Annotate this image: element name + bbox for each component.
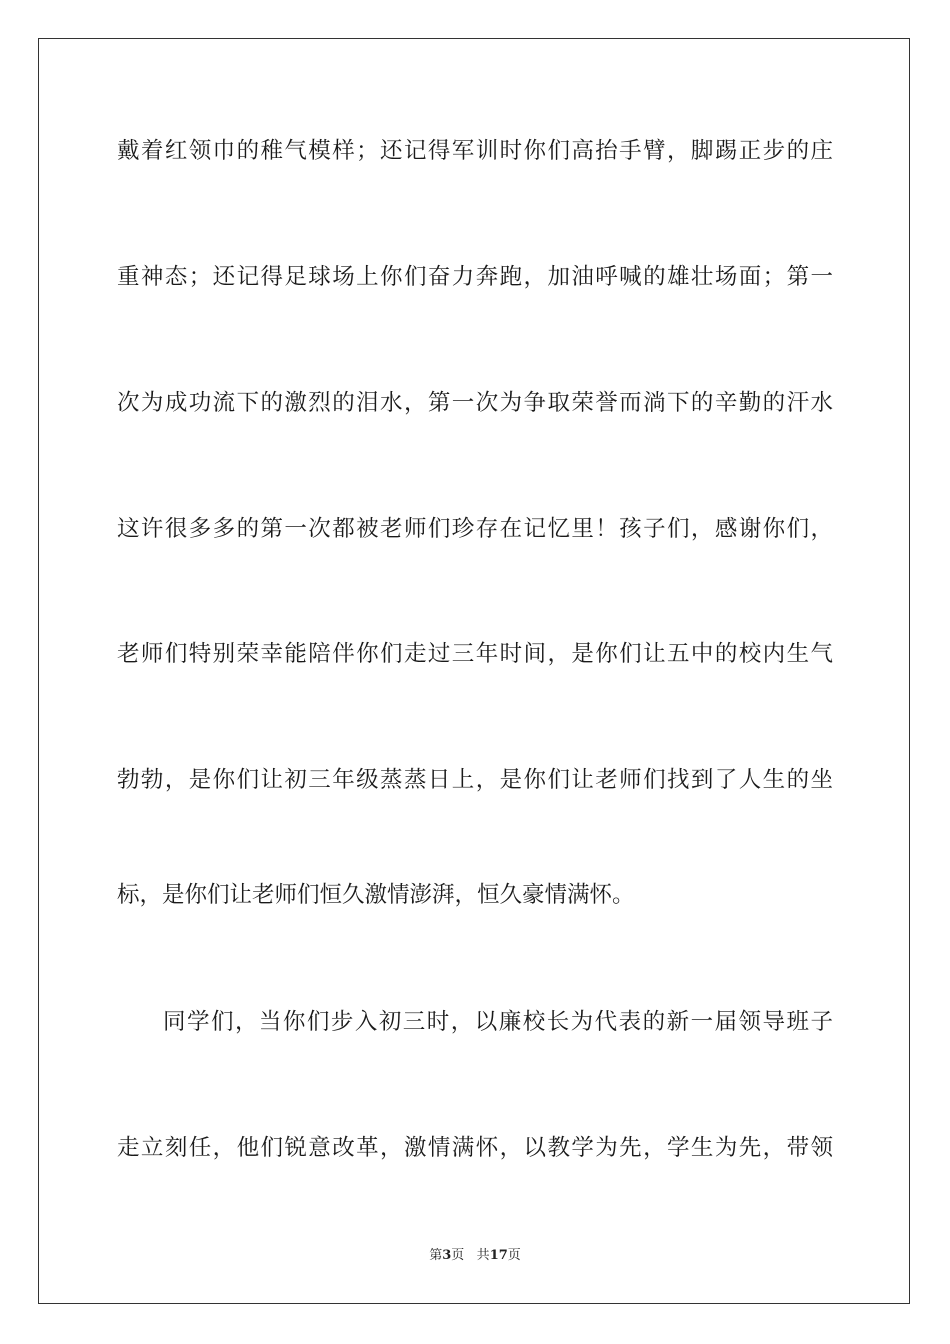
page-footer bbox=[0, 1246, 950, 1266]
page-label-suffix: 页 bbox=[451, 1248, 465, 1263]
total-label-prefix: 共 bbox=[476, 1248, 490, 1263]
body-text-line: 重神态；还记得足球场上你们奋力奔跑，加油呼喊的雄壮场面；第一 bbox=[117, 264, 833, 290]
body-text-line-paragraph-start: 同学们，当你们步入初三时，以廉校长为代表的新一届领导班子 bbox=[163, 1009, 833, 1035]
body-text-line: 次为成功流下的激烈的泪水，第一次为争取荣誉而淌下的辛勤的汗水 bbox=[117, 390, 833, 416]
total-pages: 17 bbox=[489, 1248, 508, 1263]
body-text-line: 戴着红领巾的稚气模样；还记得军训时你们高抬手臂，脚踢正步的庄 bbox=[117, 138, 833, 164]
body-text-line: 老师们特别荣幸能陪伴你们走过三年时间，是你们让五中的校内生气 bbox=[117, 641, 833, 667]
body-text-line: 走立刻任，他们锐意改革，激情满怀，以教学为先，学生为先，带领 bbox=[117, 1135, 833, 1161]
body-text-line: 这许很多多的第一次都被老师们珍存在记忆里！孩子们，感谢你们， bbox=[117, 516, 833, 542]
page-label-prefix: 第 bbox=[429, 1248, 443, 1263]
body-text-line: 标，是你们让老师们恒久激情澎湃，恒久豪情满怀。 bbox=[117, 882, 635, 908]
body-text-line: 勃勃，是你们让初三年级蒸蒸日上，是你们让老师们找到了人生的坐 bbox=[117, 767, 833, 793]
total-label-suffix: 页 bbox=[507, 1248, 521, 1263]
page-number: 3 bbox=[442, 1248, 452, 1263]
